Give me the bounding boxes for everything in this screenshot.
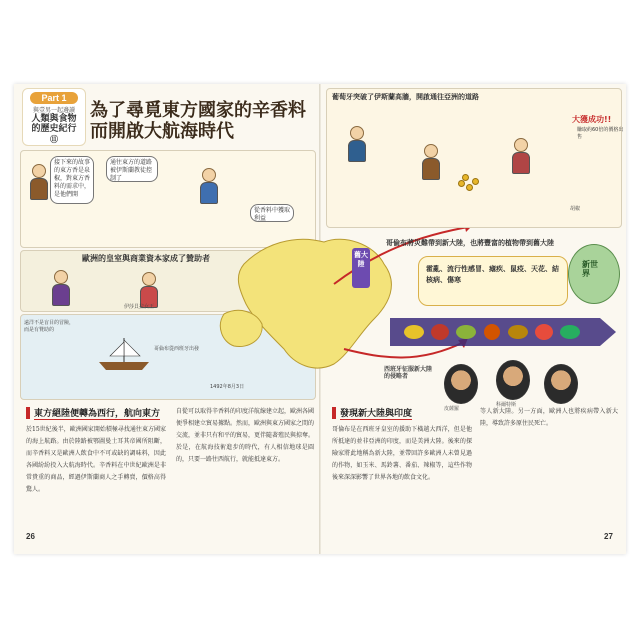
profit-speech: 從香料中獲取利益 — [250, 204, 294, 222]
portrait-caption-2: 科爾特斯 — [496, 402, 517, 408]
part-title-2: 的歷史紀行 — [31, 124, 77, 134]
route-speech: 通往東方的道路被伊斯蘭教徒控制了 — [106, 156, 158, 182]
page-number-right: 27 — [604, 532, 613, 541]
conquistador-portrait — [496, 360, 530, 400]
section-heading-bar — [332, 407, 336, 419]
section-heading-left — [26, 406, 160, 420]
portrait-caption-1: 皮薩羅 — [444, 406, 460, 412]
crops-illustration — [390, 310, 616, 354]
left-caption: 遠洋不是盲目的冒險，而是有贊助的 — [24, 320, 75, 333]
section-heading-right — [332, 406, 412, 420]
portrait-caption-main: 西班牙征服新大陸的侵略者 — [384, 366, 433, 380]
ship-illustration — [94, 334, 154, 374]
columbus-caption-2: 1492年8月3日 — [210, 384, 245, 390]
old-world-label: 舊大陸 — [352, 248, 370, 288]
part-label: Part 1 — [30, 92, 78, 104]
merchant-right-head — [514, 138, 528, 152]
new-world-label: 新世界 — [582, 260, 598, 278]
body-text-col1: 於15世紀後半，歐洲國家開始積極尋找通往東方國家的海上航路。由於陸路被鄂圖曼土耳其帝國所阻斷，而辛香料又是歐洲人飲食中不可或缺的調味料，因此各國紛紛投入大航海時代。辛香料在中世紀歐洲是非常貴重的商品，經過伊斯蘭商人之手轉賣，價格高得驚人。 — [26, 426, 166, 493]
columbus-body — [52, 284, 70, 306]
section-heading-bar — [26, 407, 30, 419]
merchant-right-body — [512, 152, 530, 174]
queen-head — [142, 272, 156, 286]
disease-list: 霍亂、流行性感冒、瘧疾、鼠疫、天花、結核病、傷寒 — [426, 265, 559, 284]
new-world-section-title: 哥倫布將災難帶到新大陸，也將豐富的植物帶到舊大陸 — [386, 239, 554, 247]
part-number: ⑪ — [50, 135, 58, 144]
gold-coin — [472, 178, 479, 185]
trader-head — [202, 168, 216, 182]
portuguese-head — [350, 126, 364, 140]
success-subtitle: 賺取約60倍的價格出售 — [577, 127, 624, 140]
book-spread — [14, 84, 626, 554]
conquistador-portrait — [544, 364, 578, 404]
page-title — [90, 100, 306, 142]
trader-body — [200, 182, 218, 204]
sailor-body — [422, 158, 440, 180]
columbus-head — [54, 270, 68, 284]
body-text-col4: 等人新大陸。另一方面，歐洲人也將疾病帶入新大陸，導致許多原住民死亡。 — [480, 408, 618, 427]
part-subtitle: 與壹男一起邊讀 — [32, 107, 75, 114]
title-line-2: 而開啟大航海時代 — [90, 121, 234, 142]
columbus-caption-1: 哥倫布從西班牙出發 — [154, 346, 200, 352]
sponsor-caption: 伊莎貝拉女王 — [124, 304, 155, 310]
merchant-head — [32, 164, 46, 178]
part-title-1: 人類與食物 — [31, 114, 77, 124]
sponsors-banner: 歐洲的皇室與商業資本家成了贊助者 — [82, 254, 210, 263]
title-line-1: 為了尋覓東方國家的辛香料 — [90, 100, 306, 121]
merchant-speech: 接下來的故事的東方香是泉椒，對東方香料的需求中，是他們開 — [50, 156, 94, 204]
gold-coin — [466, 184, 473, 191]
body-text-col3: 哥倫布是在西班牙皇室的援助下橫越大西洋，但是他所抵達的並非亞洲的印度，而是美洲大陸。後來的探險家將此地稱為新大陸，並帶回許多歐洲人未曾見過的作物，如玉米、馬鈴薯、番茄、辣椒等，這些作物後來深深影響了世界各地的飲食文化。 — [332, 426, 472, 481]
portugal-panel-title: 葡萄牙突破了伊斯蘭高牆，開啟通往亞洲的道路 — [332, 93, 479, 101]
body-text-col2: 自從可以取得辛香料的印度洋航線建立起，歐洲各國便爭相建立貿易據點。然而，歐洲與東方國家之間的交流，並非只有和平的貿易，更伴隨著殖民與掠奪。於是，在航海技術進步的時代，有人相信地球是圓的，只要一路往西航行，就能抵達東方。 — [176, 408, 314, 463]
iberia-landmass — [220, 310, 262, 346]
conquistador-portrait — [444, 364, 478, 404]
part-badge — [22, 88, 86, 146]
sailor-head — [424, 144, 438, 158]
merchant-body — [30, 178, 48, 200]
page-number-left: 26 — [26, 532, 35, 541]
gold-coin — [458, 180, 465, 187]
section-heading-text: 發現新大陸與印度 — [340, 406, 412, 420]
spice-caption: 胡椒 — [570, 206, 581, 212]
portuguese-body — [348, 140, 366, 162]
success-label: 大獲成功!! — [572, 115, 612, 124]
section-heading-text: 東方絕陸便轉為西行，航向東方 — [34, 406, 160, 420]
gold-coin — [462, 174, 469, 181]
